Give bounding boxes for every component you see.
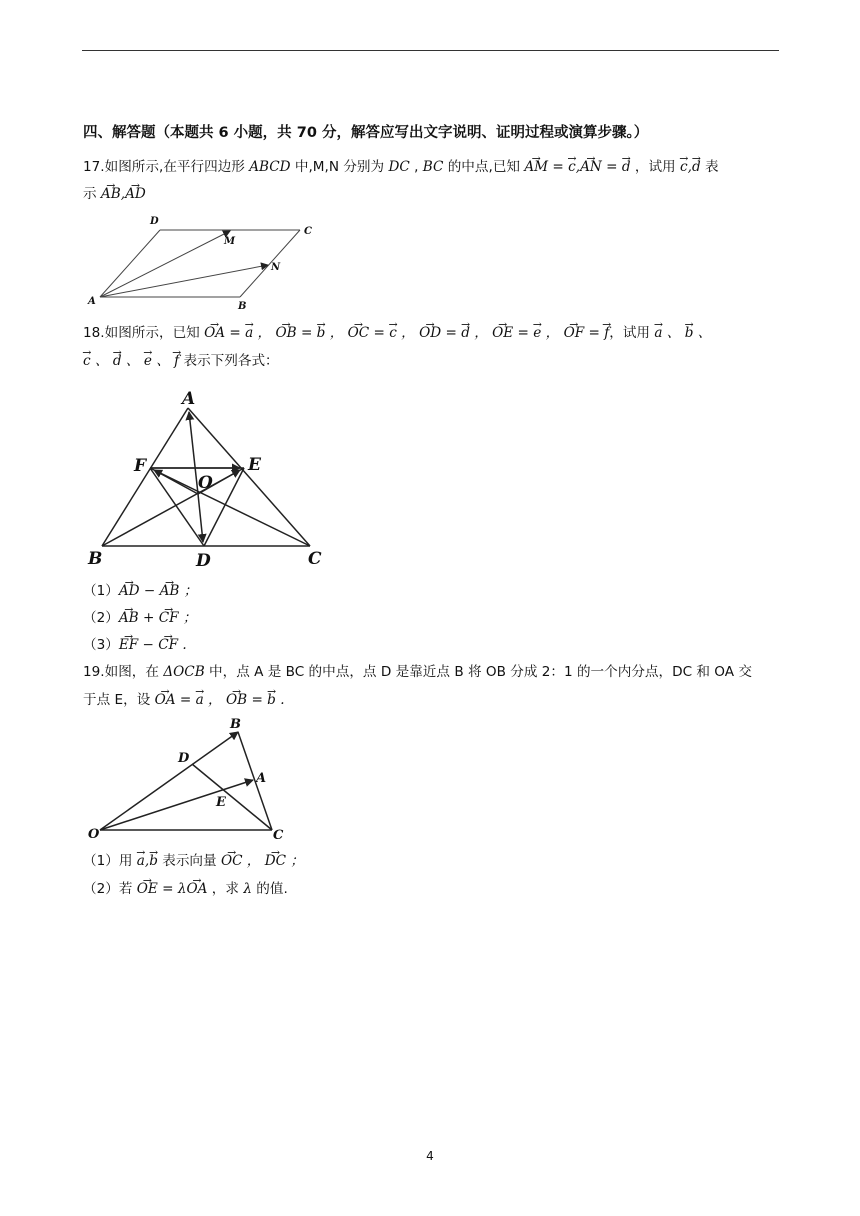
q19-text: ，求 xyxy=(207,881,244,897)
math-expr: − xyxy=(139,583,160,599)
math-expr: = xyxy=(441,325,462,341)
vector-a: → a xyxy=(137,848,145,874)
triangle-figure-19 xyxy=(82,712,302,846)
vector-ob-arrow xyxy=(100,732,238,830)
math-expr: − xyxy=(138,637,159,653)
label-b: B xyxy=(230,717,241,732)
label-c: C xyxy=(308,549,322,569)
q19-triangle: ΔOCB xyxy=(163,664,205,680)
vector-d: → d xyxy=(692,154,701,180)
q17-text: ，试用 xyxy=(630,159,680,175)
vector-oa: → OA xyxy=(187,876,208,902)
math-expr: ； xyxy=(179,583,198,599)
math-expr: ， xyxy=(541,325,564,341)
vector-oa: → OA xyxy=(204,320,225,346)
vector-d: → d xyxy=(622,154,631,180)
q17-text: 中,M,N 分别为 xyxy=(290,159,389,175)
math-expr: ， xyxy=(325,325,348,341)
vector-c: → c xyxy=(389,320,397,346)
vector-ob: → OB xyxy=(226,687,247,713)
parallelogram-figure xyxy=(82,212,322,312)
label-m: M xyxy=(224,236,236,247)
label-d: D xyxy=(150,216,159,227)
vector-b: → b xyxy=(149,848,158,874)
math-expr: ， xyxy=(203,692,226,708)
vector-ab: → AB xyxy=(119,605,139,631)
vector-ad: → AD xyxy=(125,181,146,207)
math-expr: , xyxy=(144,853,150,869)
vector-a: → a xyxy=(196,687,204,713)
vector-oe: → OE xyxy=(137,876,158,902)
q18-item-2 xyxy=(83,605,196,631)
q18-item-1 xyxy=(83,578,197,604)
vector-oa-arrow xyxy=(100,780,253,830)
math-expr: = xyxy=(225,325,246,341)
math-expr: 、 xyxy=(90,353,113,369)
vector-am: → AM xyxy=(524,154,548,180)
label-b: B xyxy=(238,301,247,312)
vector-od-arrow xyxy=(198,494,203,542)
label-d: D xyxy=(196,551,211,570)
vector-f: → f xyxy=(174,348,179,374)
vector-oc: → OC xyxy=(348,320,370,346)
q19-line1 xyxy=(83,659,752,685)
q19-text: 表示向量 xyxy=(157,853,221,869)
label-b: B xyxy=(88,549,103,569)
label-c: C xyxy=(273,828,284,843)
vector-b: → b xyxy=(317,320,326,346)
vector-b: → b xyxy=(685,320,694,346)
vector-an-arrow xyxy=(100,265,268,297)
vector-e: → e xyxy=(533,320,541,346)
q17-text: 表 xyxy=(700,159,719,175)
edge-ab xyxy=(102,408,188,546)
math-expr: ； xyxy=(178,610,197,626)
page-number: 4 xyxy=(426,1149,434,1163)
math-expr: = xyxy=(601,159,622,175)
vector-c: → c xyxy=(83,348,91,374)
q17-line1 xyxy=(83,154,719,180)
math-expr: , xyxy=(120,186,126,202)
vector-of: → OF xyxy=(564,320,585,346)
vector-od: → OD xyxy=(419,320,441,346)
label-o: O xyxy=(198,473,213,493)
math-expr: = xyxy=(548,159,569,175)
q19-text: （1）用 xyxy=(83,853,137,869)
math-expr: . xyxy=(178,637,187,653)
vector-e: → e xyxy=(144,348,152,374)
vector-f: → f xyxy=(604,320,609,346)
label-n: N xyxy=(271,262,281,273)
item-number: （1） xyxy=(83,583,119,599)
q19-text: 19.如图，在 xyxy=(83,664,164,680)
math-expr: + xyxy=(138,610,159,626)
math-expr: ， xyxy=(253,325,276,341)
vector-an: → AN xyxy=(580,154,602,180)
q17-seg-dc: DC xyxy=(388,159,410,175)
q19-item-2 xyxy=(83,876,288,902)
vector-ef: → EF xyxy=(119,632,138,658)
vector-d: → d xyxy=(461,320,470,346)
q18-item-3 xyxy=(83,632,187,658)
math-expr: = xyxy=(584,325,605,341)
q18-text: ，试用 xyxy=(609,325,651,341)
triangle-figure-18 xyxy=(82,388,332,570)
label-a: A xyxy=(88,296,96,307)
vector-ad: → AD xyxy=(119,578,140,604)
q19-text: （2）若 xyxy=(83,881,137,897)
math-expr: , xyxy=(575,159,581,175)
q17-text: 的中点,已知 xyxy=(443,159,525,175)
q18-text: 表示下列各式： xyxy=(179,353,279,369)
label-e: E xyxy=(216,795,226,810)
lambda-symbol: λ xyxy=(243,881,252,897)
edge-bc xyxy=(240,230,300,297)
label-e: E xyxy=(248,455,261,475)
math-expr: 、 xyxy=(693,325,712,341)
vector-d: → d xyxy=(113,348,122,374)
vector-ab: → AB xyxy=(101,181,121,207)
label-a: A xyxy=(256,771,267,786)
math-expr: = xyxy=(296,325,317,341)
math-expr: = xyxy=(175,692,196,708)
label-c: C xyxy=(304,226,312,237)
vector-a: → a xyxy=(245,320,253,346)
math-expr: ； xyxy=(286,853,304,869)
label-o: O xyxy=(88,827,100,842)
math-expr: = xyxy=(247,692,268,708)
q17-text: 示 xyxy=(83,186,101,202)
q19-line2 xyxy=(83,687,285,713)
math-expr: = xyxy=(513,325,534,341)
math-expr: ， xyxy=(242,853,265,869)
q19-text: 中，点 A 是 BC 的中点，点 D 是靠近点 B 将 OB 分成 2：1 的一个内分点，DC 和 OA 交 xyxy=(204,664,752,680)
vector-cf: → CF xyxy=(158,632,178,658)
q19-text: 的值. xyxy=(251,881,288,897)
q19-text: 于点 E，设 xyxy=(83,692,155,708)
math-expr: . xyxy=(275,692,285,708)
label-f: F xyxy=(134,456,147,476)
header-rule xyxy=(82,50,779,51)
vector-oc: → OC xyxy=(221,848,243,874)
math-expr: 、 xyxy=(121,353,144,369)
vector-c: → c xyxy=(680,154,688,180)
math-expr: 、 xyxy=(662,325,685,341)
item-number: （2） xyxy=(83,610,119,626)
vector-am-arrow xyxy=(100,231,230,297)
vector-cf: → CF xyxy=(159,605,179,631)
vector-dc: → DC xyxy=(265,848,286,874)
label-a: A xyxy=(182,389,196,409)
q17-text: 17.如图所示,在平行四边形 xyxy=(83,159,250,175)
vector-b: → b xyxy=(267,687,276,713)
vector-oe: → OE xyxy=(492,320,513,346)
math-expr: ， xyxy=(396,325,420,341)
vector-c: → c xyxy=(568,154,576,180)
vector-a: → a xyxy=(654,320,662,346)
q18-text: 18.如图所示，已知 xyxy=(83,325,205,341)
q18-line2 xyxy=(83,348,279,374)
q17-seg-bc: BC xyxy=(422,159,444,175)
q17-text: , xyxy=(409,159,423,175)
math-expr: 、 xyxy=(151,353,175,369)
math-expr: = xyxy=(369,325,390,341)
vector-oa: → OA xyxy=(155,687,176,713)
vector-ab: → AB xyxy=(160,578,180,604)
item-number: （3） xyxy=(83,637,119,653)
q17-shape: ABCD xyxy=(249,159,291,175)
label-d: D xyxy=(178,751,190,766)
vector-oa-arrow xyxy=(189,412,198,494)
math-expr: ， xyxy=(469,325,493,341)
math-expr: , xyxy=(687,159,692,175)
vector-ob: → OB xyxy=(275,320,296,346)
section-title: 四、解答题（本题共 6 小题，共 70 分，解答应写出文字说明、证明过程或演算步骤。） xyxy=(83,125,649,141)
q17-line2 xyxy=(83,181,146,207)
math-expr: = λ xyxy=(157,881,187,897)
